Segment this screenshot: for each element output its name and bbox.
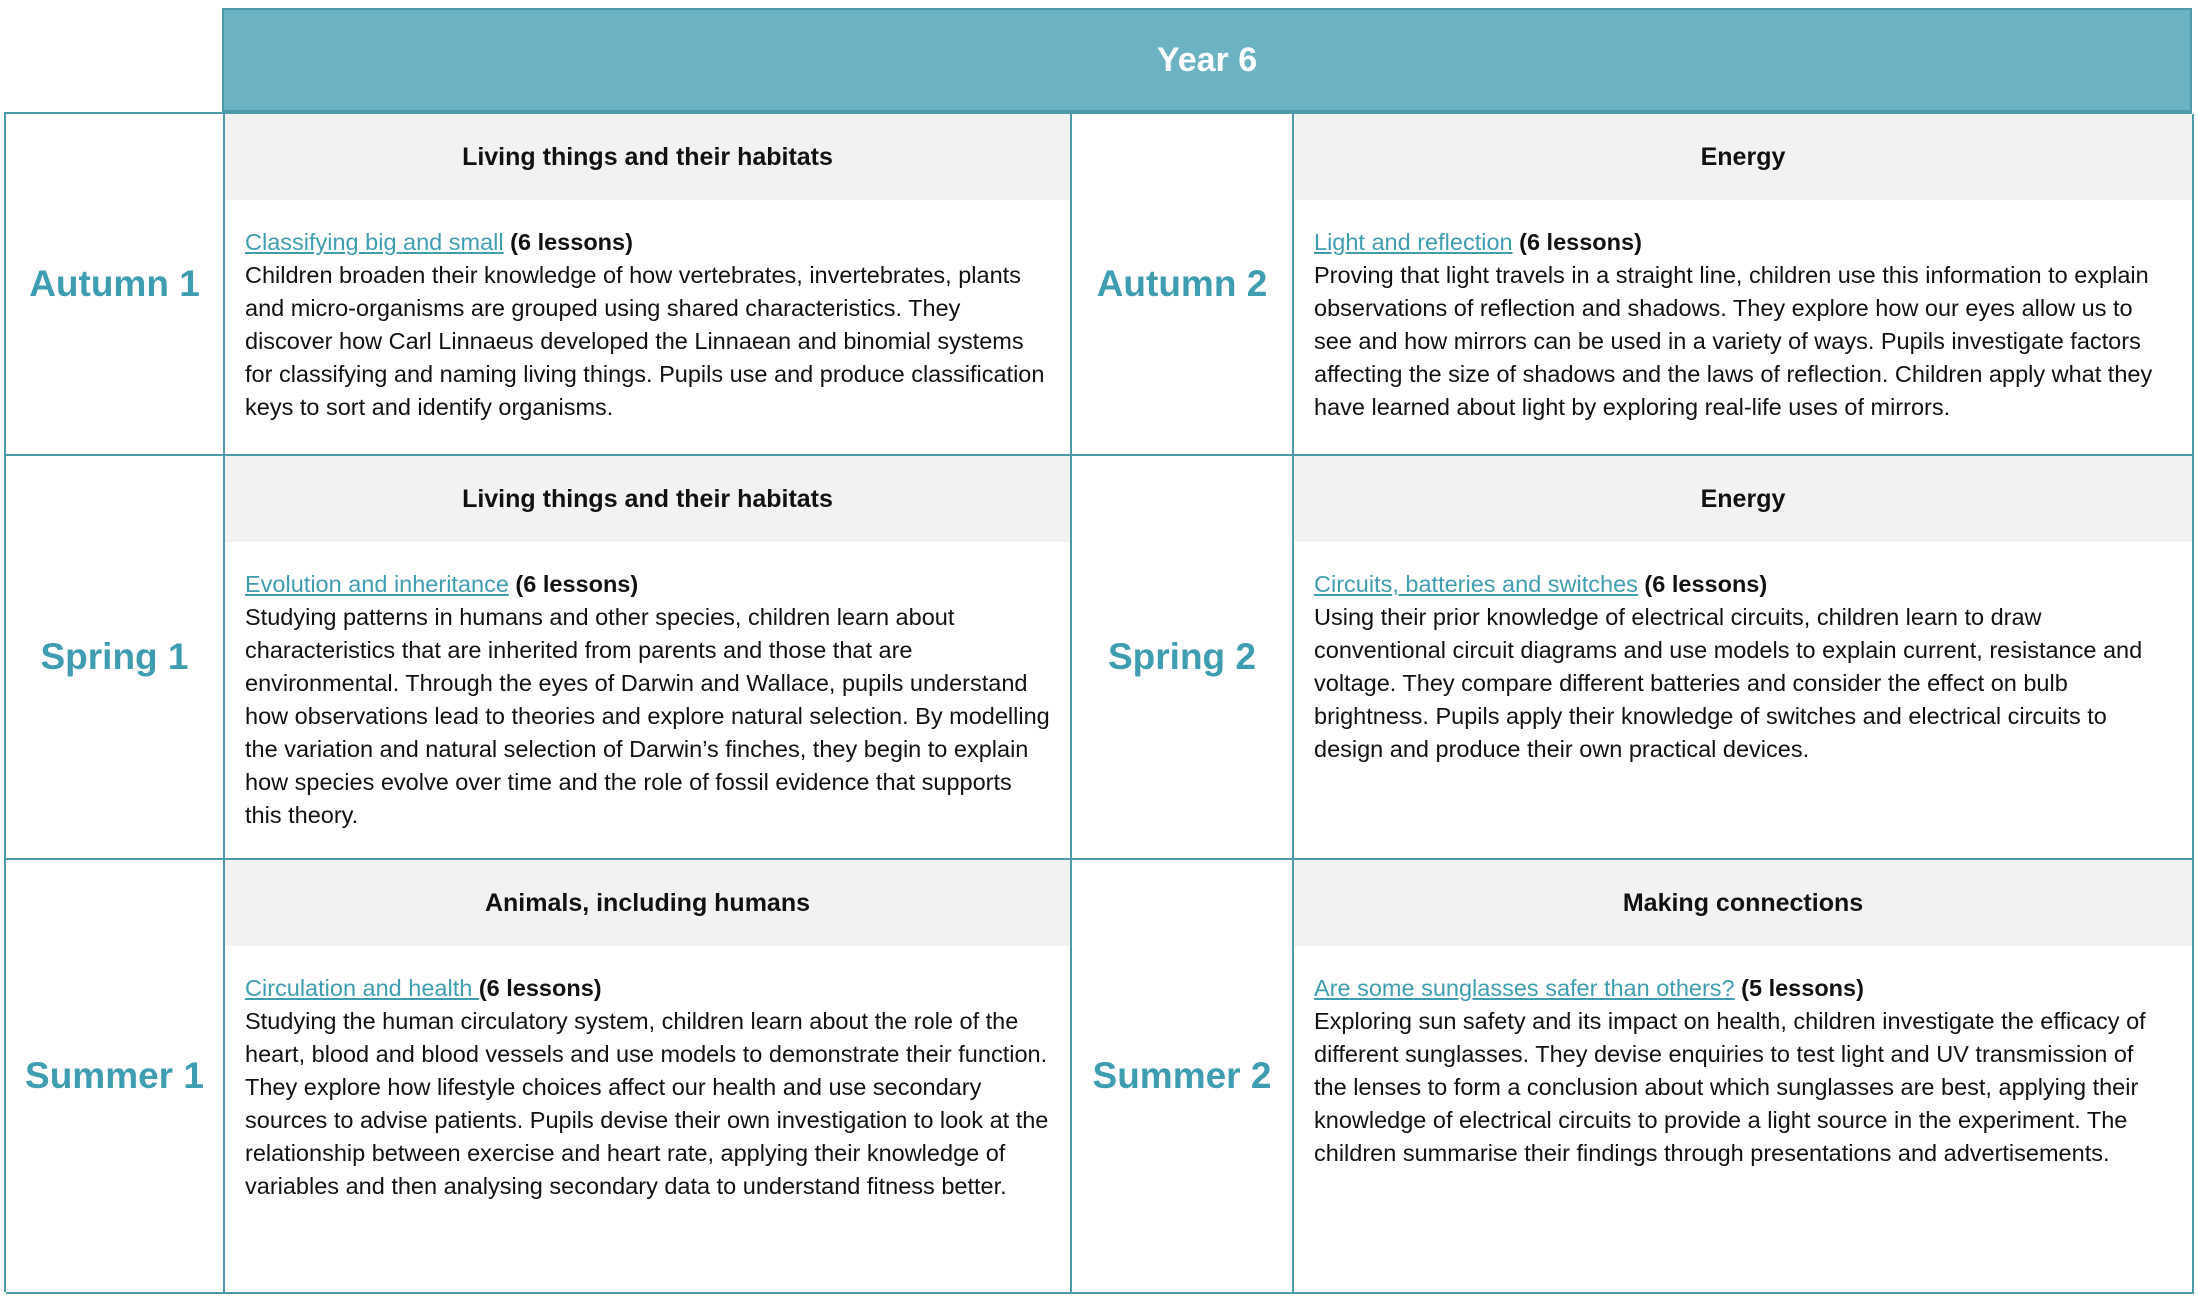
unit-description: Using their prior knowledge of electrical circuits, children learn to draw conventional circuit diagrams and use models to explain current, resistance and voltage. They compare different batteries and consider the effect on bulb brightness. Pupils apply their knowledge of switches and electrical circuits to design and produce their own practical devices. xyxy=(1314,604,2143,762)
unit-link[interactable]: Are some sunglasses safer than others? xyxy=(1314,975,1735,1001)
lesson-count: (6 lessons) xyxy=(1637,571,1768,597)
term-label: Autumn 2 xyxy=(1096,263,1268,304)
unit-description: Studying the human circulatory system, children learn about the role of the heart, blood and blood vessels and use models to demonstrate their function. They explore how lifestyle choices affect our health and use secondary sources to advise patients. Pupils devise their own investigation to look at the relationship between exercise and heart rate, applying their knowledge of variables and then analysing secondary data to understand fitness better. xyxy=(245,1008,1049,1199)
topic-header: Energy xyxy=(1294,456,2192,542)
unit-body xyxy=(225,946,1070,1203)
topic-header: Energy xyxy=(1294,114,2192,200)
unit-cell-autumn-1 xyxy=(225,114,1072,456)
unit-link[interactable]: Classifying big and small xyxy=(245,229,504,255)
unit-description: Children broaden their knowledge of how vertebrates, invertebrates, plants and micro-organisms are grouped using shared characteristics. They discover how Carl Linnaeus developed the Linnaean and binomial systems for classifying and naming living things. Pupils use and produce classification keys to sort and identify organisms. xyxy=(245,262,1045,420)
unit-body xyxy=(225,200,1070,424)
year-title: Year 6 xyxy=(1156,40,1258,79)
lesson-count: (6 lessons) xyxy=(503,229,633,255)
term-cell-summer-2 xyxy=(1072,860,1294,1294)
unit-description: Proving that light travels in a straight line, children use this information to explain observations of reflection and shadows. They explore how our eyes allow us to see and how mirrors can be used in a variety of ways. Pupils investigate factors affecting the size of shadows and the laws of reflection. Children apply what they have learned about light by exploring real-life uses of mirrors. xyxy=(1314,262,2153,420)
lesson-count: (6 lessons) xyxy=(1512,229,1642,255)
term-cell-spring-2 xyxy=(1072,456,1294,860)
term-label: Summer 1 xyxy=(25,1055,204,1096)
unit-body xyxy=(1294,542,2192,766)
term-label: Spring 2 xyxy=(1107,636,1257,677)
lesson-count: (6 lessons) xyxy=(508,571,639,597)
term-cell-autumn-1 xyxy=(6,114,225,456)
lesson-count: (5 lessons) xyxy=(1734,975,1864,1001)
unit-link[interactable]: Evolution and inheritance xyxy=(245,571,509,597)
term-cell-summer-1 xyxy=(6,860,225,1294)
term-label: Spring 1 xyxy=(40,636,189,677)
term-label: Autumn 1 xyxy=(29,263,200,304)
unit-body xyxy=(1294,946,2192,1170)
term-cell-autumn-2 xyxy=(1072,114,1294,456)
unit-link[interactable]: Circulation and health xyxy=(245,975,479,1001)
unit-cell-spring-2 xyxy=(1294,456,2194,860)
unit-description: Studying patterns in humans and other species, children learn about characteristics that are inherited from parents and those that are environmental. Through the eyes of Darwin and Wallace, pupils understand how observations lead to theories and explore natural selection. By modelling the variation and natural selection of Darwin’s finches, they begin to explain how species evolve over time and the role of fossil evidence that supports this theory. xyxy=(245,604,1050,828)
topic-header: Animals, including humans xyxy=(225,860,1070,946)
topic-header: Making connections xyxy=(1294,860,2192,946)
unit-link[interactable]: Light and reflection xyxy=(1314,229,1513,255)
topic-header: Living things and their habitats xyxy=(225,456,1070,542)
unit-cell-summer-1 xyxy=(225,860,1072,1294)
unit-body xyxy=(1294,200,2192,424)
curriculum-grid xyxy=(4,112,2192,1292)
unit-cell-autumn-2 xyxy=(1294,114,2194,456)
topic-header: Living things and their habitats xyxy=(225,114,1070,200)
unit-description: Exploring sun safety and its impact on health, children investigate the efficacy of different sunglasses. They devise enquiries to test light and UV transmission of the lenses to form a conclusion about which sunglasses are best, applying their knowledge of electrical circuits to provide a light source in the experiment. The children summarise their findings through presentations and advertisements. xyxy=(1314,1008,2146,1166)
term-cell-spring-1 xyxy=(6,456,225,860)
lesson-count: (6 lessons) xyxy=(478,975,602,1001)
unit-cell-summer-2 xyxy=(1294,860,2194,1294)
term-label: Summer 2 xyxy=(1092,1055,1272,1096)
year-header xyxy=(222,8,2192,112)
unit-cell-spring-1 xyxy=(225,456,1072,860)
unit-link[interactable]: Circuits, batteries and switches xyxy=(1314,571,1638,597)
unit-body xyxy=(225,542,1070,832)
